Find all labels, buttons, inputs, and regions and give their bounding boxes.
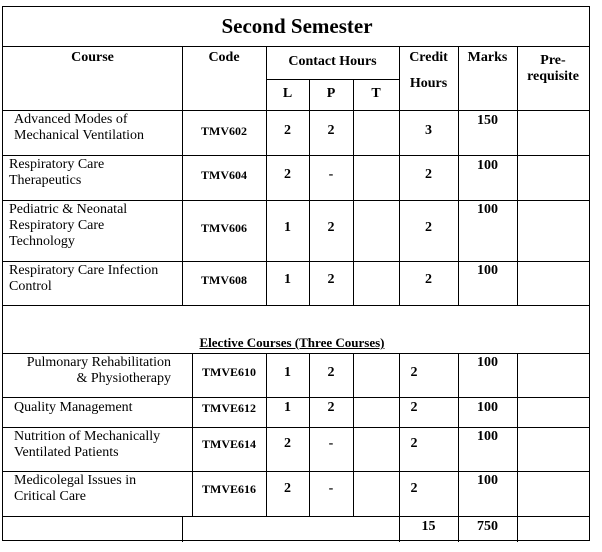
marks: 100	[477, 429, 498, 444]
lecture-hours: 2	[284, 123, 291, 138]
header-t: T	[371, 86, 381, 101]
lecture-hours: 1	[284, 400, 291, 415]
course-name-line: Medicolegal Issues in	[14, 473, 137, 488]
lecture-hours: 2	[284, 436, 291, 451]
divider	[3, 516, 589, 517]
header-credit: Credit	[409, 50, 448, 65]
credit-hours: 2	[410, 400, 418, 415]
course-code: TMVE610	[202, 365, 256, 379]
course-name-line: Critical Care	[14, 489, 86, 504]
header-code: Code	[208, 50, 240, 65]
divider	[3, 110, 589, 111]
total-marks: 750	[477, 519, 498, 534]
total-credit-hours: 15	[421, 519, 436, 534]
divider	[3, 353, 589, 354]
practical-hours: 2	[327, 365, 335, 380]
lecture-hours: 1	[284, 272, 291, 287]
course-name-line: Control	[9, 279, 52, 294]
divider	[3, 471, 589, 472]
credit-hours: 2	[410, 436, 418, 451]
course-name-line: Pediatric & Neonatal	[9, 202, 128, 217]
header-prerequisite-line2: requisite	[527, 69, 579, 84]
divider	[353, 353, 354, 516]
practical-hours: 2	[327, 400, 335, 415]
divider	[353, 79, 354, 305]
credit-hours: 2	[425, 167, 432, 182]
header-hours: Hours	[409, 76, 448, 91]
practical-hours: -	[328, 481, 334, 496]
divider	[266, 79, 399, 80]
course-name-line: Technology	[9, 234, 75, 249]
marks: 100	[477, 158, 498, 173]
page-title: Second Semester	[221, 14, 373, 38]
course-code: TMVE612	[202, 401, 256, 415]
credit-hours: 2	[425, 272, 432, 287]
course-name-line: Respiratory Care Infection	[9, 263, 159, 278]
lecture-hours: 2	[284, 481, 291, 496]
lecture-hours: 1	[284, 220, 291, 235]
practical-hours: 2	[327, 123, 335, 138]
divider	[3, 200, 589, 201]
divider	[3, 155, 589, 156]
course-code: TMV608	[201, 273, 247, 287]
divider	[3, 305, 589, 306]
course-name-line: Mechanical Ventilation	[14, 128, 144, 143]
header-marks: Marks	[467, 50, 508, 65]
credit-hours: 2	[410, 365, 418, 380]
lecture-hours: 1	[284, 365, 291, 380]
course-table	[2, 6, 590, 541]
elective-heading: Elective Courses (Three Courses)	[199, 335, 385, 350]
lecture-hours: 2	[284, 167, 291, 182]
marks: 150	[477, 113, 498, 128]
divider	[3, 427, 589, 428]
marks: 100	[477, 400, 498, 415]
header-contact-hours: Contact Hours	[288, 54, 377, 69]
divider	[3, 397, 589, 398]
marks: 100	[477, 355, 498, 370]
marks: 100	[477, 202, 498, 217]
course-name-line: Nutrition of Mechanically	[14, 429, 161, 444]
divider	[517, 516, 518, 542]
header-p: P	[326, 86, 336, 101]
marks: 100	[477, 473, 498, 488]
practical-hours: -	[328, 436, 334, 451]
course-name-line: Therapeutics	[9, 173, 82, 188]
course-code: TMV606	[201, 221, 247, 235]
divider	[3, 46, 589, 47]
divider	[3, 261, 589, 262]
course-name-line: Respiratory Care	[9, 157, 105, 172]
divider	[182, 516, 183, 542]
course-name-line: & Physiotherapy	[76, 371, 171, 386]
practical-hours: 2	[327, 220, 335, 235]
course-name-line: Quality Management	[14, 400, 133, 415]
credit-hours: 3	[425, 123, 432, 138]
course-code: TMV604	[201, 168, 247, 182]
credit-hours: 2	[410, 481, 418, 496]
practical-hours: 2	[327, 272, 335, 287]
practical-hours: -	[328, 167, 334, 182]
course-code: TMVE614	[202, 437, 256, 451]
course-name-line: Ventilated Patients	[14, 445, 119, 460]
header-prerequisite-line1: Pre-	[540, 53, 566, 68]
course-name-line: Advanced Modes of	[14, 112, 128, 127]
marks: 100	[477, 263, 498, 278]
credit-hours: 2	[425, 220, 432, 235]
course-code: TMV602	[201, 124, 247, 138]
header-course: Course	[71, 50, 114, 65]
course-code: TMVE616	[202, 482, 256, 496]
divider	[517, 353, 518, 516]
course-name-line: Respiratory Care	[9, 218, 105, 233]
course-name-line: Pulmonary Rehabilitation	[26, 355, 171, 370]
header-l: L	[282, 86, 293, 101]
